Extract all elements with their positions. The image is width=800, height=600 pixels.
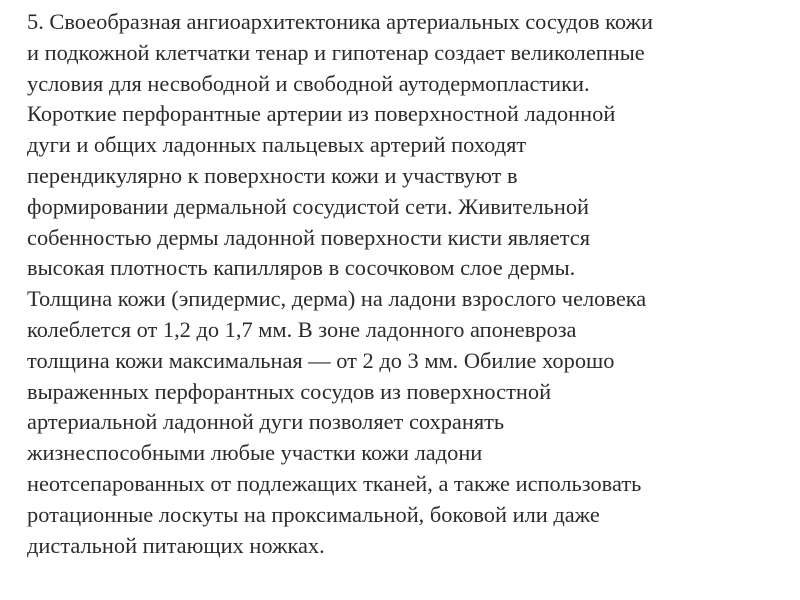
text-line: колеблется от 1,2 до 1,7 мм. В зоне ладонного апоневроза: [27, 316, 577, 342]
text-line: ротационные лоскуты на проксимальной, боковой или даже: [27, 501, 600, 527]
text-line: дистальной питающих ножках.: [27, 532, 325, 558]
text-line: выраженных перфорантных сосудов из поверхностной: [27, 378, 552, 404]
text-line: неотсепарованных от подлежащих тканей, а также использовать: [27, 470, 642, 496]
text-line: толщина кожи максимальная — от 2 до 3 мм. Обилие хорошо: [27, 347, 615, 373]
text-line: перендикулярно к поверхности кожи и участвуют в: [27, 162, 518, 188]
text-line: Толщина кожи (эпидермис, дерма) на ладони взрослого человека: [27, 286, 647, 312]
text-line: артериальной ладонной дуги позволяет сохранять: [27, 409, 505, 435]
text-line: 5. Своеобразная ангиоархитектоника артериальных сосудов кожи: [27, 9, 653, 34]
body-paragraph: [27, 7, 787, 561]
text-line: формировании дермальной сосудистой сети. Живительной: [27, 193, 590, 219]
text-line: Короткие перфорантные артерии из поверхностной ладонной: [27, 101, 616, 127]
text-line: высокая плотность капилляров в сосочковом слое дермы.: [27, 255, 576, 281]
text-line: жизнеспособными любые участки кожи ладони: [27, 440, 483, 466]
text-line: собенностью дермы ладонной поверхности кисти является: [27, 224, 591, 250]
text-line: условия для несвободной и свободной аутодермопластики.: [27, 70, 590, 96]
text-line: и подкожной клетчатки тенар и гипотенар создает великолепные: [27, 39, 645, 65]
text-line: дуги и общих ладонных пальцевых артерий походят: [27, 132, 527, 158]
